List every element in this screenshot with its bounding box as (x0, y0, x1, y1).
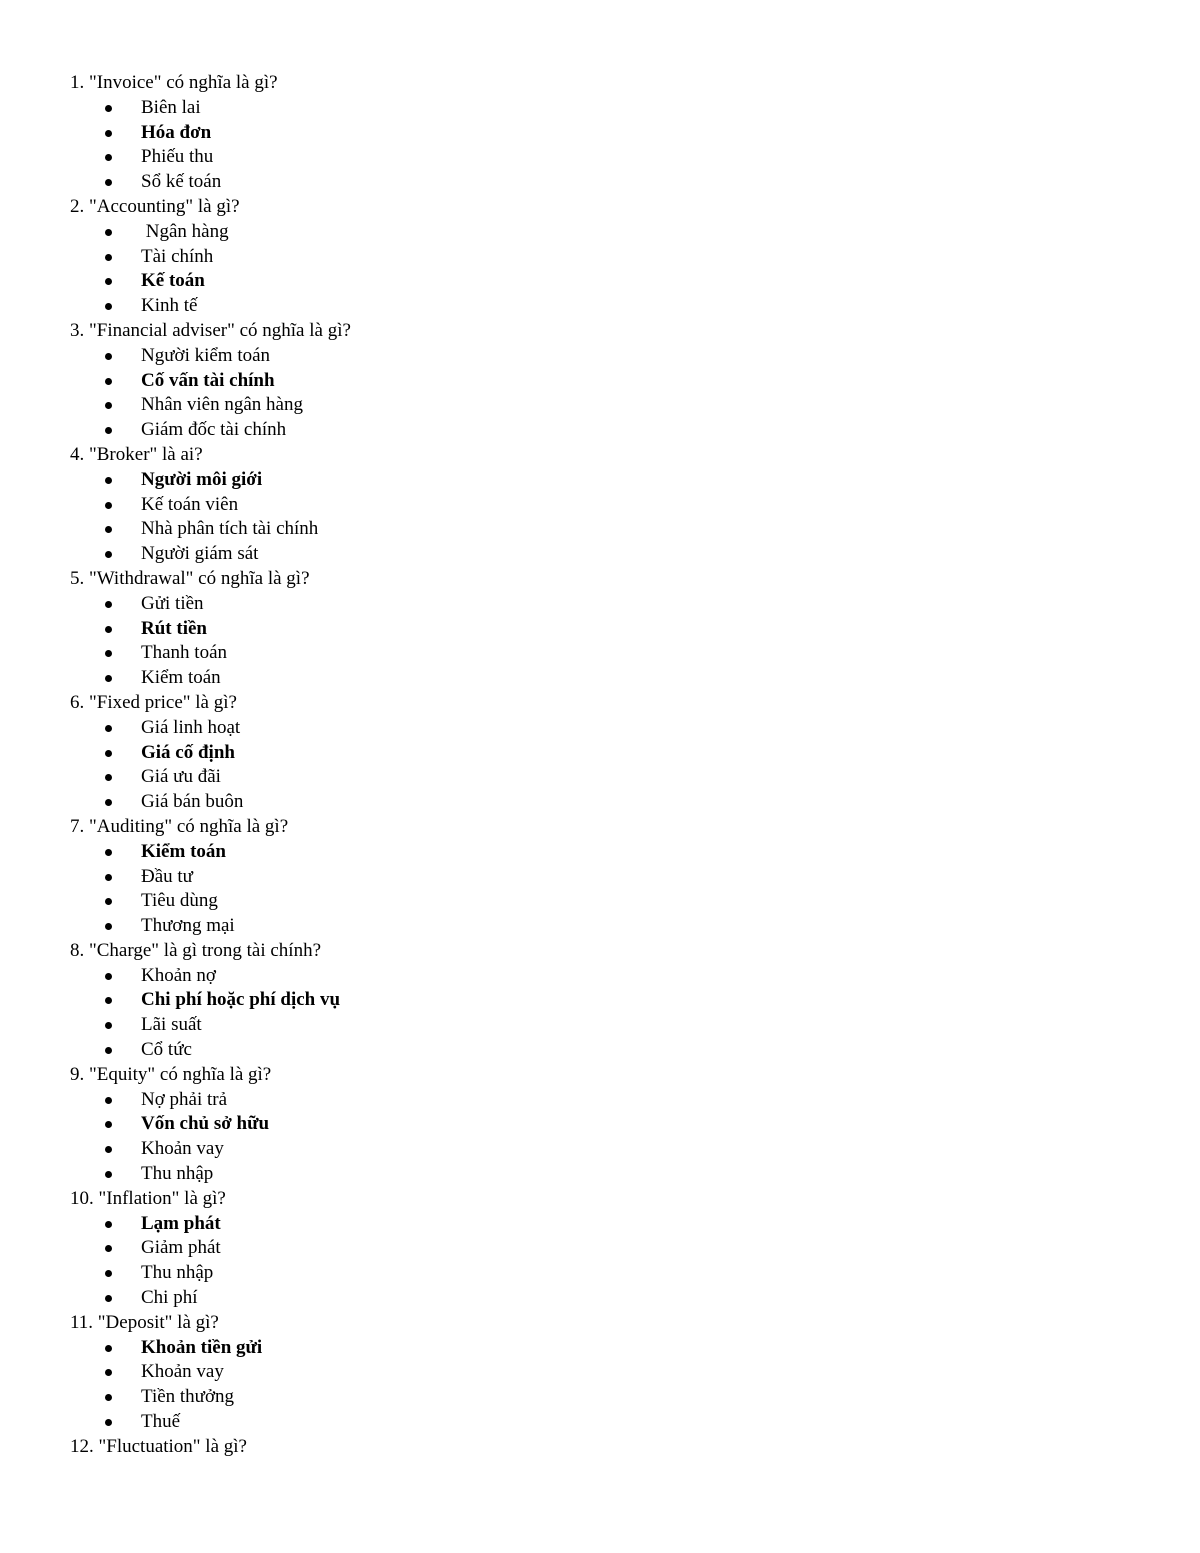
question-title: 8. "Charge" là gì trong tài chính? (70, 939, 322, 961)
answer-option-text: Thu nhập (141, 1163, 214, 1185)
answer-option (0, 765, 1200, 790)
bullet-icon (105, 551, 112, 558)
answer-option-text: Giá cố định (141, 741, 235, 763)
answer-option-text: Giám đốc tài chính (141, 419, 287, 441)
bullet-icon (105, 278, 112, 285)
answer-option (0, 592, 1200, 617)
question-block (0, 1063, 1200, 1187)
answer-options (0, 1212, 1200, 1311)
bullet-icon (105, 650, 112, 657)
answer-option (0, 1162, 1200, 1187)
answer-options (0, 964, 1200, 1063)
correct-answer-option (0, 269, 1200, 294)
answer-options (0, 344, 1200, 443)
answer-option-text: Hóa đơn (141, 121, 212, 143)
answer-option-text: Giá bán buôn (141, 791, 244, 813)
answer-option (0, 641, 1200, 666)
question-block (0, 319, 1200, 443)
answer-option (0, 1038, 1200, 1063)
question-title: 10. "Inflation" là gì? (70, 1187, 226, 1209)
answer-option-text: Thuế (141, 1411, 181, 1433)
answer-option (0, 914, 1200, 939)
correct-answer-option (0, 741, 1200, 766)
bullet-icon (105, 1270, 112, 1277)
answer-option (0, 1286, 1200, 1311)
answer-option-text: Gửi tiền (141, 592, 204, 614)
answer-option-text: Vốn chủ sở hữu (141, 1113, 270, 1135)
bullet-icon (105, 1097, 112, 1104)
answer-options (0, 96, 1200, 195)
answer-option (0, 1385, 1200, 1410)
answer-option (0, 1410, 1200, 1435)
correct-answer-option (0, 1336, 1200, 1361)
bullet-icon (105, 1221, 112, 1228)
question-title: 11. "Deposit" là gì? (70, 1311, 219, 1333)
answer-option (0, 344, 1200, 369)
answer-option-text: Khoản vay (141, 1138, 224, 1160)
answer-option-text: Khoản vay (141, 1361, 224, 1383)
bullet-icon (105, 1146, 112, 1153)
question-title: 6. "Fixed price" là gì? (70, 691, 237, 713)
bullet-icon (105, 750, 112, 757)
answer-option-text: Lạm phát (141, 1212, 221, 1234)
answer-option-text: Kế toán viên (141, 493, 239, 515)
question-block (0, 815, 1200, 939)
bullet-icon (105, 502, 112, 509)
answer-option-text: Đầu tư (141, 865, 193, 887)
answer-option-text: Kiểm toán (141, 840, 226, 862)
answer-option (0, 666, 1200, 691)
question-title: 5. "Withdrawal" có nghĩa là gì? (70, 567, 310, 589)
bullet-icon (105, 179, 112, 186)
answer-option (0, 96, 1200, 121)
answer-options (0, 1336, 1200, 1435)
answer-option (0, 1360, 1200, 1385)
answer-option (0, 294, 1200, 319)
answer-option-text: Người môi giới (141, 468, 263, 490)
answer-option (0, 889, 1200, 914)
bullet-icon (105, 675, 112, 682)
question-title: 4. "Broker" là ai? (70, 443, 203, 465)
correct-answer-option (0, 1212, 1200, 1237)
answer-option-text: Kiểm toán (141, 667, 221, 689)
answer-option-text: Nhà phân tích tài chính (141, 518, 319, 540)
bullet-icon (105, 1394, 112, 1401)
question-block (0, 939, 1200, 1063)
bullet-icon (105, 303, 112, 310)
bullet-icon (105, 353, 112, 360)
bullet-icon (105, 1245, 112, 1252)
question-block (0, 71, 1200, 195)
answer-option-text: Phiếu thu (141, 146, 214, 168)
answer-option-text: Người giám sát (141, 543, 259, 565)
answer-option-text: Nhân viên ngân hàng (141, 394, 303, 416)
bullet-icon (105, 402, 112, 409)
answer-option (0, 1088, 1200, 1113)
answer-options (0, 1088, 1200, 1187)
answer-option-text: Rút tiền (141, 617, 207, 639)
answer-option-text: Tiêu dùng (141, 890, 218, 912)
answer-option (0, 393, 1200, 418)
answer-option-text: Tài chính (141, 245, 214, 267)
bullet-icon (105, 1047, 112, 1054)
answer-option-text: Kinh tế (141, 295, 198, 317)
question-block (0, 691, 1200, 815)
correct-answer-option (0, 840, 1200, 865)
bullet-icon (105, 725, 112, 732)
answer-option (0, 1137, 1200, 1162)
bullet-icon (105, 799, 112, 806)
answer-option (0, 1261, 1200, 1286)
answer-options (0, 468, 1200, 567)
question-title: 7. "Auditing" có nghĩa là gì? (70, 815, 289, 837)
bullet-icon (105, 898, 112, 905)
answer-option-text: Thanh toán (141, 642, 228, 664)
answer-option-text: Khoản nợ (141, 964, 216, 986)
bullet-icon (105, 254, 112, 261)
answer-option-text: Chi phí (141, 1287, 198, 1309)
bullet-icon (105, 229, 112, 236)
answer-option (0, 716, 1200, 741)
bullet-icon (105, 154, 112, 161)
bullet-icon (105, 874, 112, 881)
quiz-document (0, 71, 1200, 1460)
question-block (0, 195, 1200, 319)
answer-options (0, 220, 1200, 319)
answer-option-text: Tiền thưởng (141, 1386, 235, 1408)
answer-option (0, 245, 1200, 270)
correct-answer-option (0, 121, 1200, 146)
bullet-icon (105, 130, 112, 137)
answer-options (0, 716, 1200, 815)
bullet-icon (105, 973, 112, 980)
answer-option (0, 170, 1200, 195)
bullet-icon (105, 526, 112, 533)
answer-option-text: Cổ tức (141, 1039, 192, 1061)
bullet-icon (105, 1121, 112, 1128)
correct-answer-option (0, 988, 1200, 1013)
question-title: 9. "Equity" có nghĩa là gì? (70, 1063, 272, 1085)
bullet-icon (105, 774, 112, 781)
question-block (0, 443, 1200, 567)
answer-option (0, 964, 1200, 989)
bullet-icon (105, 1419, 112, 1426)
correct-answer-option (0, 369, 1200, 394)
bullet-icon (105, 849, 112, 856)
bullet-icon (105, 626, 112, 633)
question-block (0, 1311, 1200, 1435)
answer-option-text: Ngân hàng (141, 220, 229, 242)
question-list (0, 71, 1200, 1460)
bullet-icon (105, 477, 112, 484)
question-title: 12. "Fluctuation" là gì? (70, 1435, 247, 1457)
bullet-icon (105, 105, 112, 112)
answer-option-text: Chi phí hoặc phí dịch vụ (141, 989, 341, 1011)
bullet-icon (105, 1345, 112, 1352)
question-block (0, 567, 1200, 691)
answer-option-text: Giá linh hoạt (141, 716, 241, 738)
answer-option (0, 493, 1200, 518)
correct-answer-option (0, 617, 1200, 642)
bullet-icon (105, 601, 112, 608)
answer-option-text: Biên lai (141, 96, 201, 118)
answer-option (0, 542, 1200, 567)
answer-option-text: Nợ phải trả (141, 1088, 228, 1110)
bullet-icon (105, 1171, 112, 1178)
answer-options (0, 592, 1200, 691)
correct-answer-option (0, 1112, 1200, 1137)
answer-option-text: Giảm phát (141, 1237, 221, 1259)
bullet-icon (105, 997, 112, 1004)
answer-option-text: Giá ưu đãi (141, 766, 221, 788)
answer-option (0, 517, 1200, 542)
question-block (0, 1435, 1200, 1460)
answer-option (0, 145, 1200, 170)
answer-option (0, 1013, 1200, 1038)
answer-option-text: Cố vấn tài chính (141, 369, 275, 391)
answer-option-text: Thương mại (141, 915, 235, 937)
answer-option-text: Lãi suất (141, 1014, 202, 1036)
bullet-icon (105, 923, 112, 930)
question-title: 3. "Financial adviser" có nghĩa là gì? (70, 319, 351, 341)
question-block (0, 1187, 1200, 1311)
question-title: 1. "Invoice" có nghĩa là gì? (70, 72, 278, 93)
answer-option-text: Khoản tiền gửi (141, 1336, 263, 1358)
bullet-icon (105, 1022, 112, 1029)
answer-option-text: Thu nhập (141, 1262, 214, 1284)
answer-option (0, 790, 1200, 815)
answer-option-text: Người kiểm toán (141, 344, 271, 366)
answer-option (0, 865, 1200, 890)
correct-answer-option (0, 468, 1200, 493)
answer-option (0, 220, 1200, 245)
answer-options (0, 840, 1200, 939)
bullet-icon (105, 1369, 112, 1376)
answer-option-text: Kế toán (141, 270, 205, 292)
bullet-icon (105, 378, 112, 385)
answer-option-text: Sổ kế toán (141, 171, 222, 193)
answer-option (0, 1236, 1200, 1261)
answer-option (0, 418, 1200, 443)
question-title: 2. "Accounting" là gì? (70, 195, 240, 217)
bullet-icon (105, 1295, 112, 1302)
bullet-icon (105, 427, 112, 434)
